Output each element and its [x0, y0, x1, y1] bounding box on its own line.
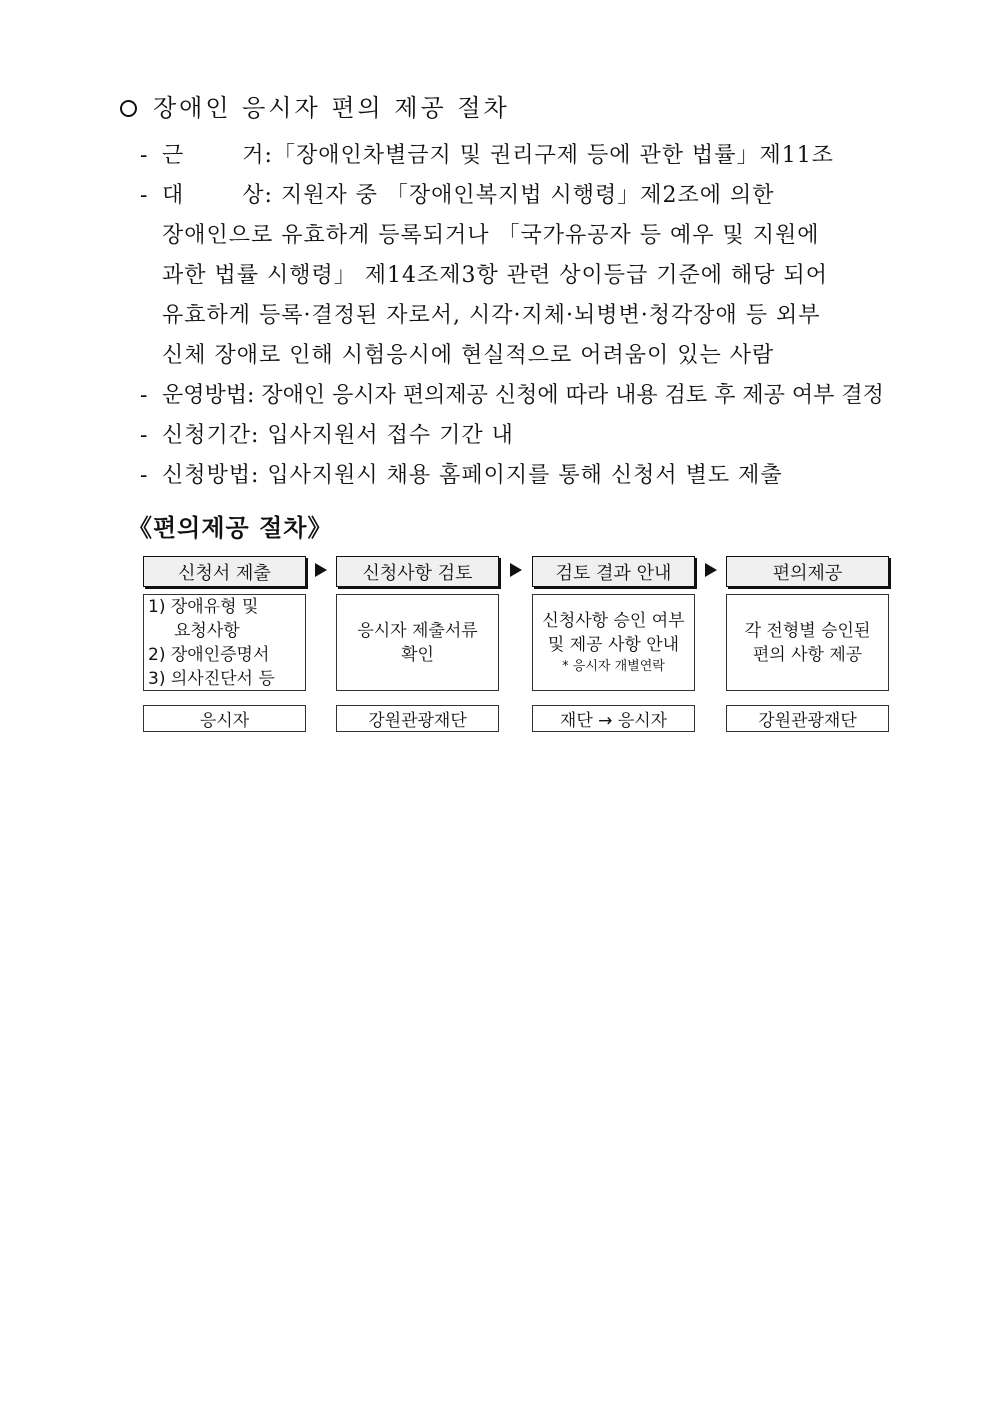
- right-arrow-icon: [510, 563, 522, 577]
- step-notice-desc: 신청사항 승인 여부 및 제공 사항 안내 * 응시자 개별연락: [532, 594, 695, 691]
- step-review-desc: 응시자 제출서류 확인: [336, 594, 499, 691]
- circle-bullet-icon: [120, 100, 137, 117]
- item-operation: - 운영방법: 장애인 응시자 편의제공 신청에 따라 내용 검토 후 제공 여부 결정: [140, 383, 884, 408]
- item-target-cont-4: 신체 장애로 인해 시험응시에 현실적으로 어려움이 있는 사람: [162, 343, 775, 368]
- step-submit: 신청서 제출: [143, 556, 306, 587]
- step-review-actor: 강원관광재단: [336, 705, 499, 732]
- step-submit-actor: 응시자: [143, 705, 306, 732]
- step-notice-actor: 재단 → 응시자: [532, 705, 695, 732]
- step-review: 신청사항 검토: [336, 556, 499, 587]
- right-arrow-icon: [315, 563, 327, 577]
- procedure-title: 《편의제공 절차》: [128, 514, 333, 542]
- item-target-cont-1: 장애인으로 유효하게 등록되거나 「국가유공자 등 예우 및 지원에: [162, 223, 820, 248]
- item-target-cont-2: 과한 법률 시행령」 제14조제3항 관련 상이등급 기준에 해당 되어: [162, 263, 828, 288]
- section-heading: 장애인 응시자 편의 제공 절차: [120, 88, 510, 123]
- item-period: - 신청기간: 입사지원서 접수 기간 내: [140, 423, 514, 448]
- step-provide: 편의제공: [726, 556, 889, 587]
- step-notice: 검토 결과 안내: [532, 556, 695, 587]
- item-basis: - 근 거:「장애인차별금지 및 권리구제 등에 관한 법률」제11조: [140, 143, 834, 168]
- step-provide-actor: 강원관광재단: [726, 705, 889, 732]
- item-method: - 신청방법: 입사지원시 채용 홈페이지를 통해 신청서 별도 제출: [140, 463, 783, 488]
- item-target-cont-3: 유효하게 등록·결정된 자로서, 시각·지체·뇌병변·청각장애 등 외부: [162, 303, 821, 328]
- step-provide-desc: 각 전형별 승인된 편의 사항 제공: [726, 594, 889, 691]
- right-arrow-icon: [705, 563, 717, 577]
- step-notice-note: * 응시자 개별연락: [562, 658, 665, 674]
- step-submit-desc: 1) 장애유형 및 요청사항 2) 장애인증명서 3) 의사진단서 등: [143, 594, 306, 691]
- item-target: - 대 상: 지원자 중 「장애인복지법 시행령」제2조에 의한: [140, 183, 775, 208]
